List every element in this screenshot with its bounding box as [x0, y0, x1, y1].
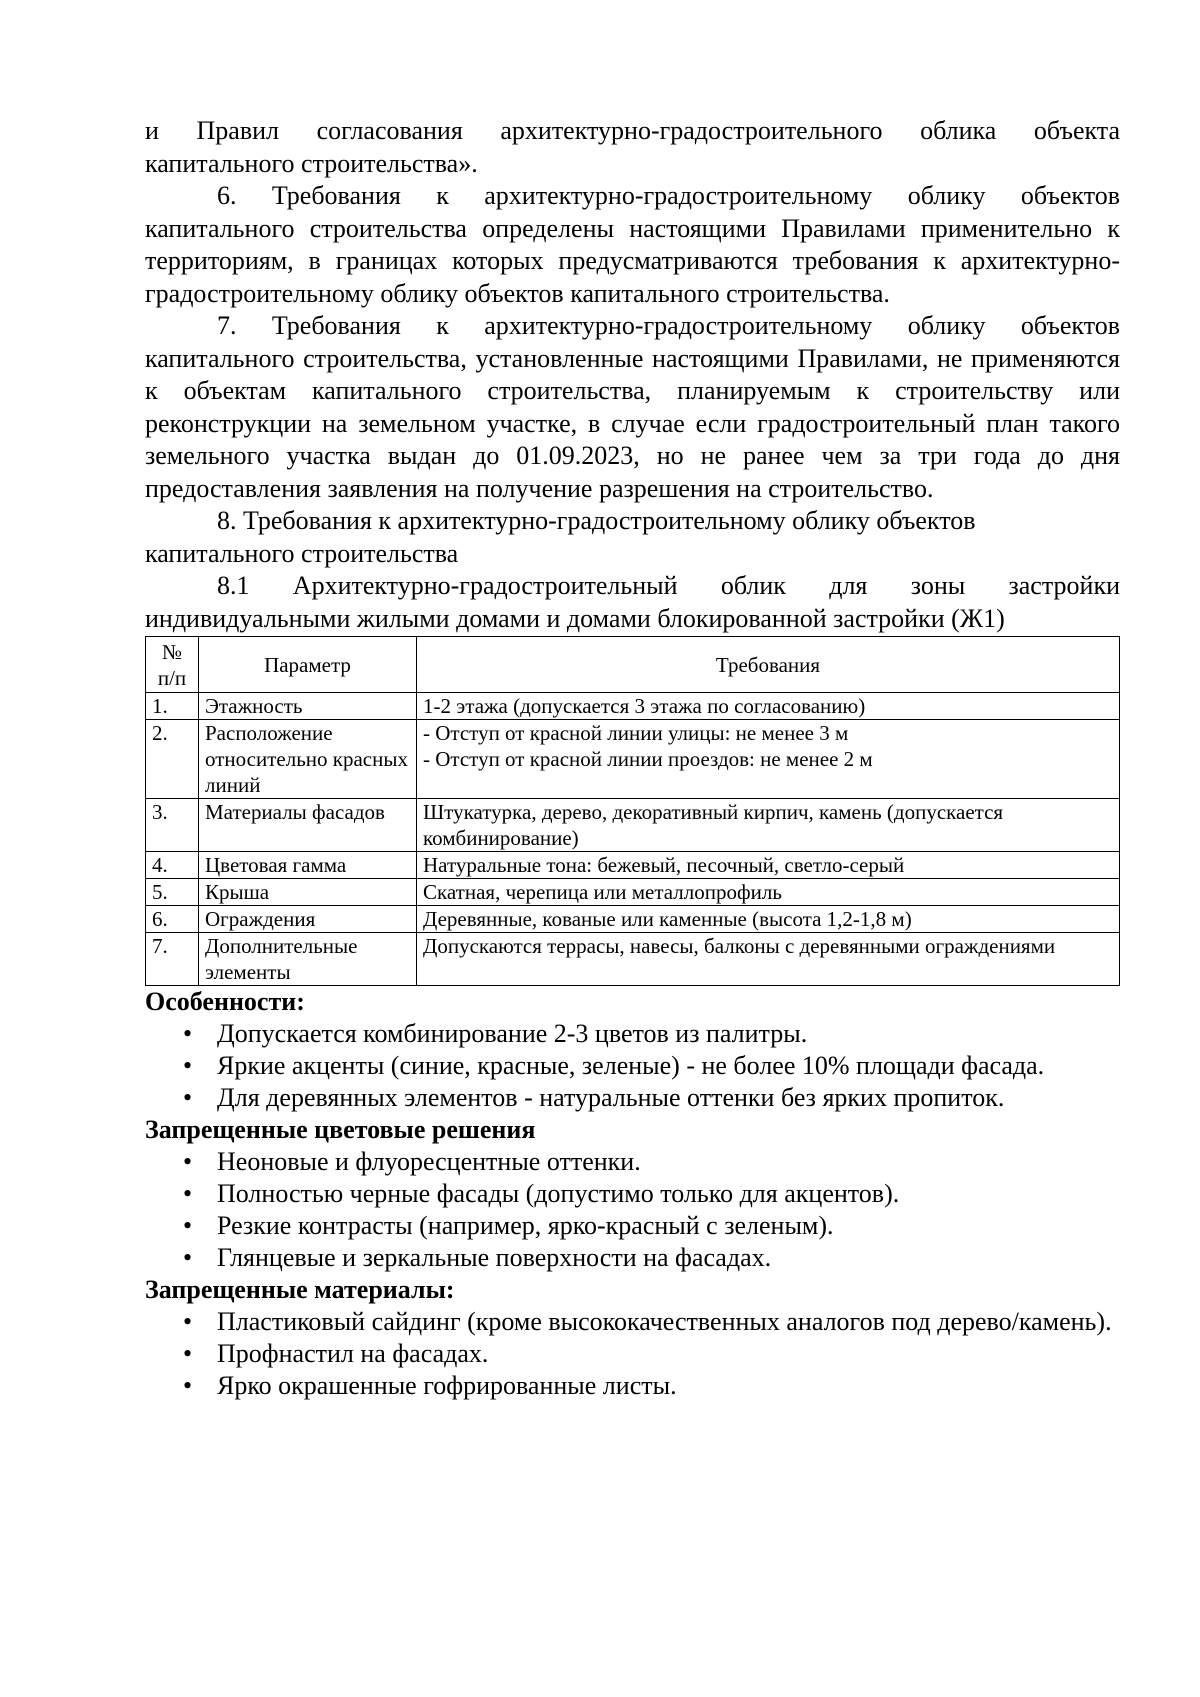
table-header-row — [146, 637, 1120, 693]
paragraph-6: 6. Требования к архитектурно-градостроительному облику объектов капитального строительства определены настоящими Правилами применительно к территориям, в границах которых предусматриваются требования к архитектурно-градостроительному облику объектов капитального строительства. — [145, 181, 1120, 308]
features-heading: Особенности: — [145, 987, 305, 1016]
forbidden-colors-list — [145, 1146, 1120, 1274]
row-requirement: Штукатурка, дерево, декоративный кирпич, камень (допускается комбинирование) — [417, 799, 1120, 852]
row-num: 1. — [146, 693, 199, 720]
paragraph-7: 7. Требования к архитектурно-градостроительному облику объектов капитального строительства, установленные настоящими Правилами, не применяются к объектам капитального строительства, планируемым к строительству или реконструкции на земельном участке, в случае если градостроительный план такого земельного участка выдан до 01.09.2023, но не ранее чем за три года до дня предоставления заявления на получение разрешения на строительство. — [145, 311, 1120, 503]
row-param: Расположение относительно красных линий — [199, 720, 417, 799]
paragraph-5-continuation: и Правил согласования архитектурно-градостроительного облика объекта капитального строительства». — [145, 116, 1120, 178]
list-item — [145, 1050, 1120, 1082]
row-param: Материалы фасадов — [199, 799, 417, 852]
list-item — [145, 1242, 1120, 1274]
list-item — [145, 1210, 1120, 1242]
header-num: № п/п — [146, 637, 199, 693]
row-requirement: Натуральные тона: бежевый, песочный, светло-серый — [417, 852, 1120, 879]
table-row — [146, 852, 1120, 879]
row-num: 6. — [146, 906, 199, 933]
row-requirement: Скатная, черепица или металлопрофиль — [417, 879, 1120, 906]
header-requirements: Требования — [417, 637, 1120, 693]
list-item-text: Полностью черные фасады (допустимо только для акцентов). — [217, 1179, 900, 1208]
table-row — [146, 933, 1120, 986]
paragraph-8: 8. Требования к архитектурно-градостроительному облику объектов капитального строительства — [145, 506, 976, 568]
list-item — [145, 1338, 1120, 1370]
forbidden-materials-list — [145, 1306, 1120, 1402]
table-row — [146, 879, 1120, 906]
table-row — [146, 693, 1120, 720]
bullet-icon: • — [183, 1147, 193, 1176]
row-num: 2. — [146, 720, 199, 799]
row-requirement: Допускаются террасы, навесы, балконы с деревянными ограждениями — [417, 933, 1120, 986]
forbidden-materials-heading: Запрещенные материалы: — [145, 1275, 455, 1304]
row-requirement — [417, 720, 1120, 799]
document-page — [145, 115, 1120, 1402]
row-requirement: 1-2 этажа (допускается 3 этажа по согласованию) — [417, 693, 1120, 720]
bullet-icon: • — [183, 1051, 193, 1080]
header-param: Параметр — [199, 637, 417, 693]
list-item-text: Профнастил на фасадах. — [217, 1339, 489, 1368]
table-row — [146, 720, 1120, 799]
forbidden-colors-heading: Запрещенные цветовые решения — [145, 1115, 536, 1144]
bullet-icon: • — [183, 1243, 193, 1272]
bullet-icon: • — [183, 1339, 193, 1368]
requirement-line: - Отступ от красной линии улицы: не менее 3 м — [423, 721, 849, 745]
list-item-text: Резкие контрасты (например, ярко-красный с зеленым). — [217, 1211, 834, 1240]
paragraph-8-1: 8.1 Архитектурно-градостроительный облик для зоны застройки индивидуальными жилыми домами и домами блокированной застройки (Ж1) — [145, 571, 1120, 633]
table-row — [146, 799, 1120, 852]
list-item-text: Для деревянных элементов - натуральные оттенки без ярких пропиток. — [217, 1083, 1005, 1112]
list-item — [145, 1082, 1120, 1114]
row-param: Дополнительные элементы — [199, 933, 417, 986]
list-item-text: Глянцевые и зеркальные поверхности на фасадах. — [217, 1243, 772, 1272]
features-list — [145, 1018, 1120, 1114]
list-item — [145, 1178, 1120, 1210]
requirement-line: - Отступ от красной линии проездов: не менее 2 м — [423, 747, 873, 771]
bullet-icon: • — [183, 1083, 193, 1112]
list-item-text: Ярко окрашенные гофрированные листы. — [217, 1371, 677, 1400]
row-requirement: Деревянные, кованые или каменные (высота 1,2-1,8 м) — [417, 906, 1120, 933]
list-item-text: Допускается комбинирование 2-3 цветов из палитры. — [217, 1019, 808, 1048]
list-item-text: Яркие акценты (синие, красные, зеленые) - не более 10% площади фасада. — [217, 1051, 1045, 1080]
row-num: 3. — [146, 799, 199, 852]
bullet-icon: • — [183, 1019, 193, 1048]
bullet-icon: • — [183, 1371, 193, 1400]
list-item — [145, 1146, 1120, 1178]
bullet-icon: • — [183, 1307, 193, 1336]
bullet-icon: • — [183, 1211, 193, 1240]
table-row — [146, 906, 1120, 933]
row-param: Этажность — [199, 693, 417, 720]
row-num: 4. — [146, 852, 199, 879]
list-item — [145, 1018, 1120, 1050]
requirements-table — [145, 636, 1120, 986]
list-item — [145, 1306, 1120, 1338]
list-item-text: Пластиковый сайдинг (кроме высококачественных аналогов под дерево/камень). — [217, 1307, 1112, 1336]
row-num: 7. — [146, 933, 199, 986]
row-num: 5. — [146, 879, 199, 906]
list-item-text: Неоновые и флуоресцентные оттенки. — [217, 1147, 641, 1176]
row-param: Цветовая гамма — [199, 852, 417, 879]
bullet-icon: • — [183, 1179, 193, 1208]
row-param: Крыша — [199, 879, 417, 906]
row-param: Ограждения — [199, 906, 417, 933]
list-item — [145, 1370, 1120, 1402]
